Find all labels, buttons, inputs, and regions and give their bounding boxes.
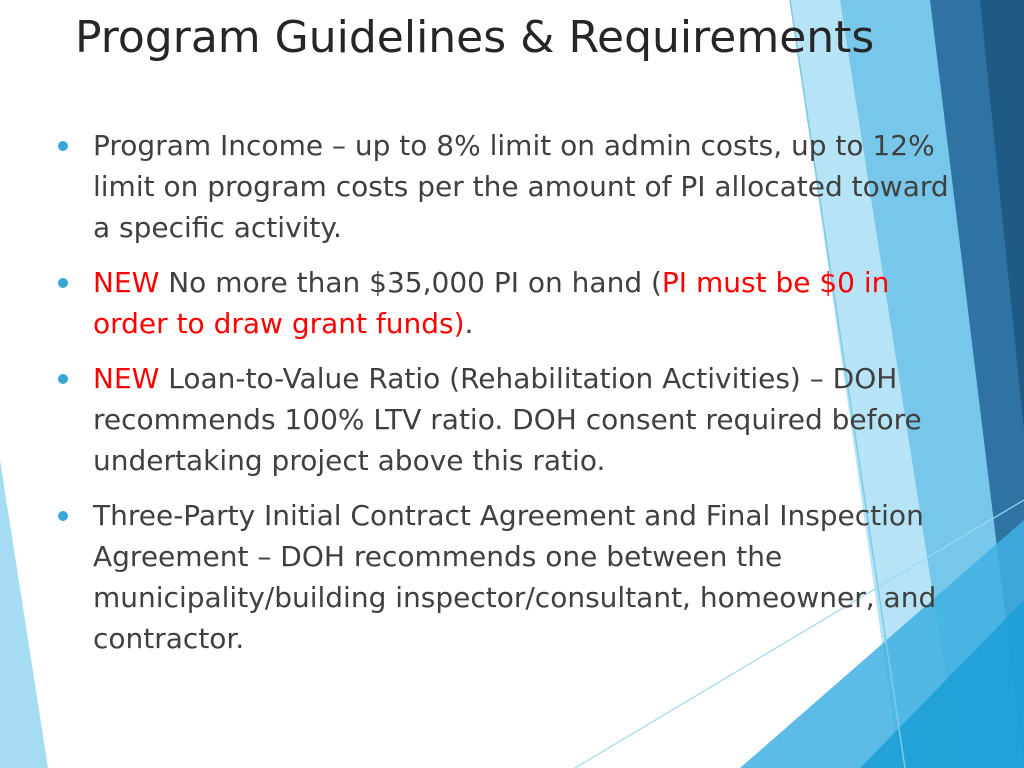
bullet-text: Three-Party Initial Contract Agreement and Final Inspection Agreement – DOH recommends one between the municipality/building inspector/consultant, homeowner, and contractor. — [93, 499, 937, 655]
slide-title: Program Guidelines & Requirements — [75, 12, 875, 63]
new-tag: NEW — [93, 266, 160, 299]
bullet-item-pi-on-hand — [58, 262, 958, 344]
bullet-dot-icon — [58, 141, 68, 151]
left-edge-accent — [0, 460, 48, 768]
bullet-highlight-text: PI must be $0 in order to draw grant funds) — [93, 266, 890, 340]
bullet-dot-icon — [58, 278, 68, 288]
bullet-text-end: . — [464, 307, 474, 340]
bullet-text: No more than $35,000 PI on hand ( — [159, 266, 662, 299]
bullet-dot-icon — [58, 374, 68, 384]
bullet-text: Loan-to-Value Ratio (Rehabilitation Activities) – DOH recommends 100% LTV ratio. DOH consent required before undertaking project above this ratio. — [93, 362, 922, 477]
bullet-item-three-party-agreement — [58, 495, 958, 659]
bullet-list — [58, 125, 958, 673]
bullet-dot-icon — [58, 511, 68, 521]
bullet-item-ltv-ratio — [58, 358, 958, 481]
bullet-item-program-income — [58, 125, 958, 248]
new-tag: NEW — [93, 362, 160, 395]
bullet-text: Program Income – up to 8% limit on admin costs, up to 12% limit on program costs per the amount of PI allocated toward a specific activity. — [93, 129, 949, 244]
